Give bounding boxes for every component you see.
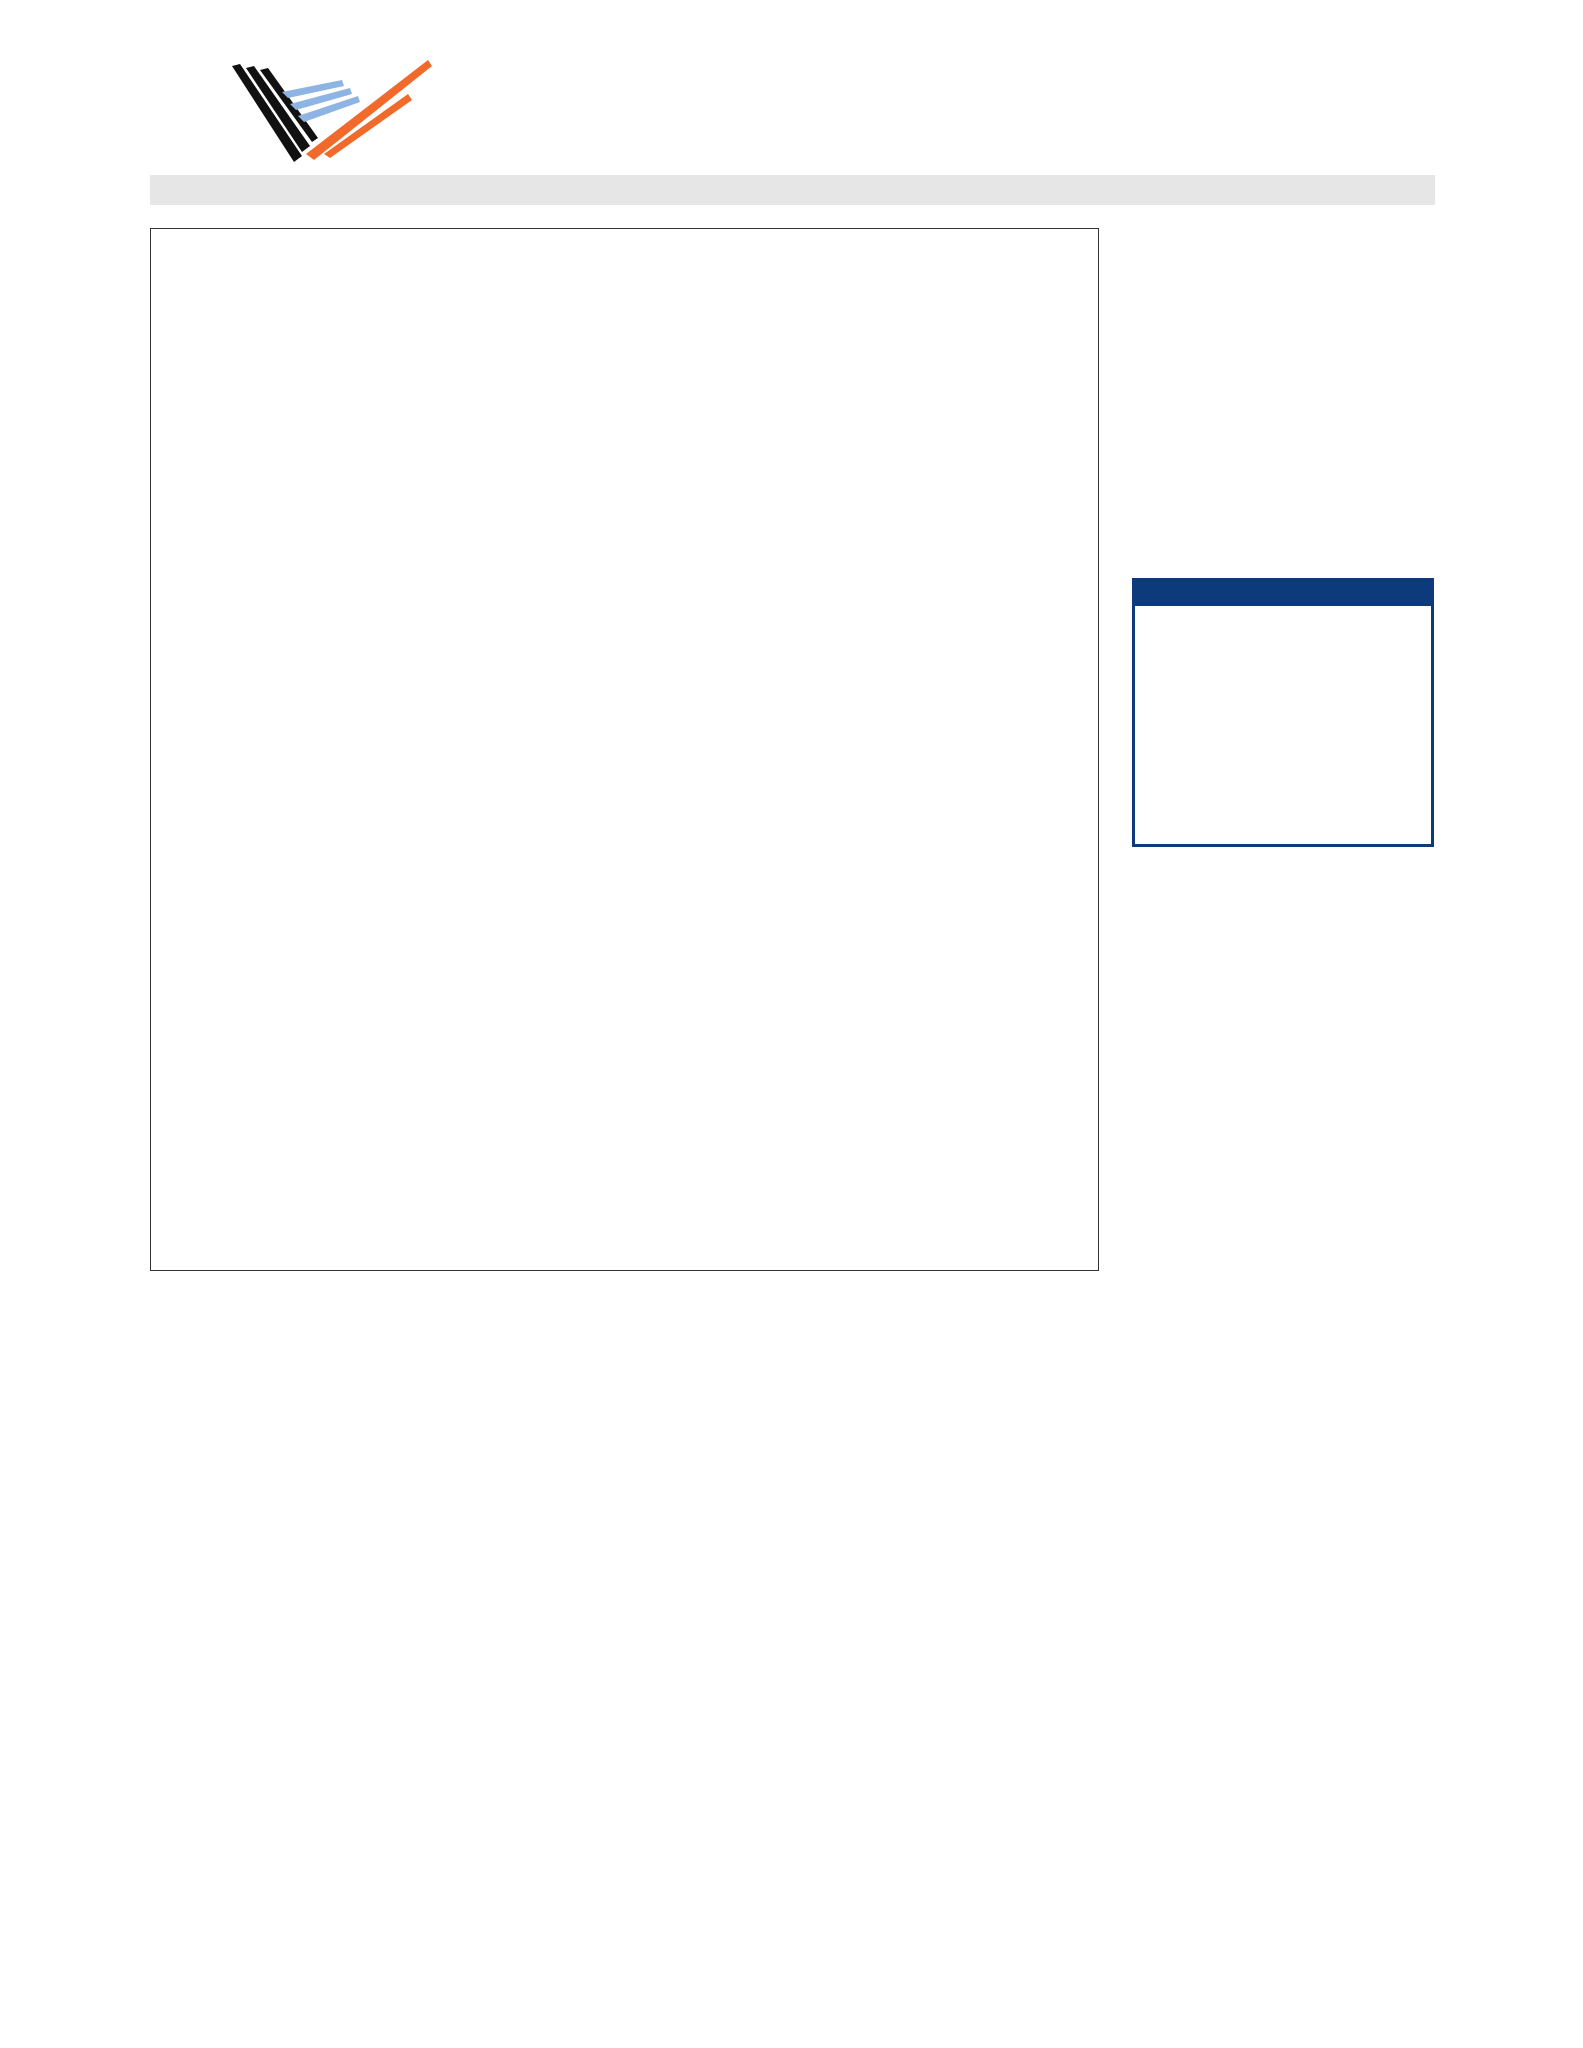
calendar-grid: [150, 228, 1099, 1271]
district-logo: [232, 58, 672, 166]
update-notice: [150, 175, 1435, 205]
by-the-numbers-box: [1132, 578, 1434, 847]
by-the-numbers-title: [1135, 581, 1431, 606]
logo-mark-icon: [232, 58, 432, 166]
